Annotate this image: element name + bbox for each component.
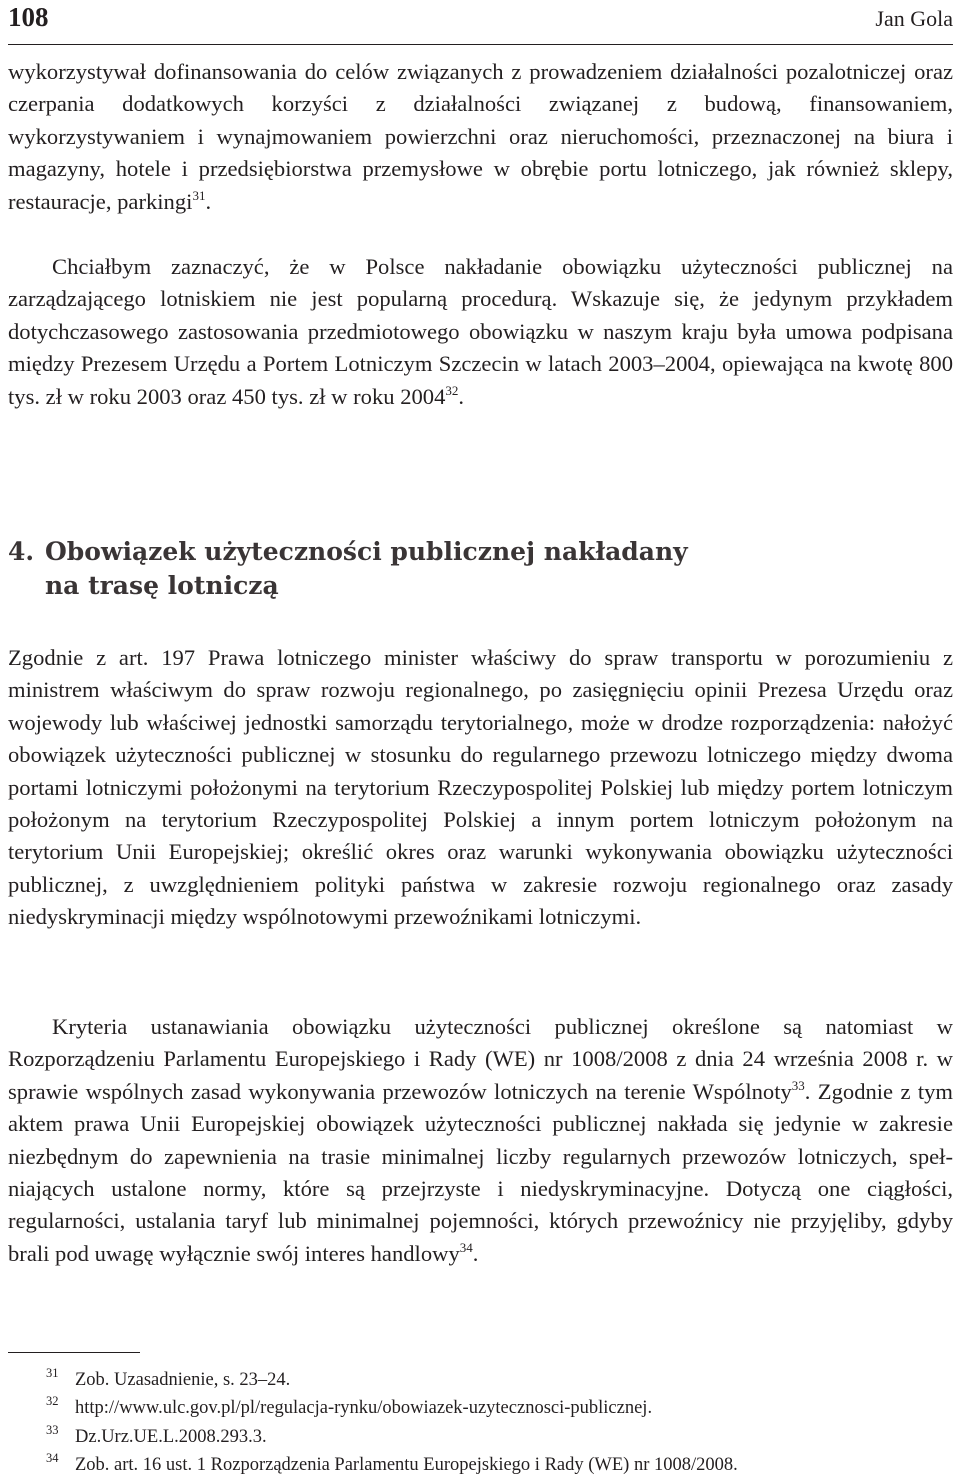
page-header bbox=[8, 0, 953, 45]
footnote-32 bbox=[8, 1394, 953, 1426]
footnote-text: Zob. Uzasadnienie, s. 23–24. bbox=[75, 1370, 291, 1390]
footnote-ref-31[interactable]: 31 bbox=[192, 187, 206, 203]
footnote-separator bbox=[8, 1352, 140, 1353]
section-title-line-2: na trasę lotniczą bbox=[45, 571, 279, 600]
body-paragraph-3: Zgodnie z art. 197 Prawa lotniczego minister właściwy do spraw transportu w porozumieniu z ministrem właściwym do spraw rozwoju regionalnego, po zasięgnięciu opinii Prezesa Urzędu oraz wojewody lub właściwej jednostki samorządu terytorialnego, może w drodze rozporządzenia: nałożyć obowiązek użyteczności publicznej w stosunku do regularnego przewozu lotniczego między dwoma portami lotniczymi położonymi na terytorium Rzeczypospolitej Polskiej lub między portem lotniczym położonym na terytorium Rzeczypospolitej Polskiej a innym portem lotniczym położonym na terytorium Unii Europejskiej; określić okres oraz warunki wykonywania obowiązku użyteczności publicznej, z uwzględnieniem polityki państwa w zakresie rozwoju regionalnego oraz zasady niedyskryminacji między wspólnotowymi przewoźnikami lotniczymi. bbox=[8, 645, 953, 930]
paragraph-end: . bbox=[205, 188, 212, 214]
footnote-31 bbox=[8, 1366, 953, 1398]
footnote-ref-34[interactable]: 34 bbox=[459, 1239, 473, 1255]
paragraph-end: . bbox=[458, 383, 465, 409]
footnote-number: 34 bbox=[46, 1450, 59, 1465]
footnote-link[interactable]: http://www.ulc.gov.pl/pl/regulacja-rynku/obowiazek-uzytecznosci-publicznej. bbox=[75, 1398, 653, 1419]
section-number: 4. bbox=[8, 537, 35, 566]
body-paragraph-2 bbox=[8, 251, 953, 413]
paragraph-text: Chciałbym zaznaczyć, że w Polsce nakładanie obowiązku użyteczności publicznej na zarządzającego lotniskiem nie jest popularną procedurą. Wskazuje się, że jedynym przykładem dotychczasowego zastosowania przedmiotowego obowiązku w naszym kraju była umowa podpisana między Prezesem Urzędu a Portem Lotniczym Szczecin w latach 2003–2004, opiewająca na kwotę 800 tys. zł w roku 2003 oraz 450 tys. zł w roku 2004 bbox=[8, 254, 953, 409]
body-paragraph-4 bbox=[8, 1011, 953, 1270]
footnote-number: 33 bbox=[46, 1422, 59, 1437]
running-head-author: Jan Gola bbox=[875, 6, 953, 31]
footnote-text: Zob. art. 16 ust. 1 Rozporządzenia Parlamentu Europejskiego i Rady (WE) nr 1008/2008. bbox=[75, 1454, 738, 1475]
paragraph-text: Kryteria ustanawiania obowiązku użyteczności publicznej określone są natomiast w Rozporządzeniu Parlamentu Europejskiego i Rady (WE) nr 1008/2008 z dnia 24 września 2008 r. w sprawie wspólnych zasad wykonywania przewozów lotniczych na terenie Wspólnoty bbox=[8, 1014, 953, 1104]
paragraph-text-continued: . Zgodnie z tym aktem prawa Unii Europejskiej obowiązek użyteczności publicznej nakłada się jedynie w zakresie niezbędnym do zapewnienia na trasie minimalnej liczby regularnych przewozów lotniczych, spełniających ustalone normy, które są przejrzyste i niedyskryminacyjne. Dotyczą one ciągłości, regularności, ustalania taryf lub minimalnej pojemności, których przewoźnicy nie przyjęliby, gdyby brali pod uwagę wyłącznie swój interes handlowy bbox=[8, 1078, 953, 1266]
footnote-number: 32 bbox=[46, 1394, 59, 1409]
footnote-33 bbox=[8, 1422, 953, 1455]
body-paragraph-1 bbox=[8, 56, 953, 218]
document-page bbox=[8, 0, 953, 1475]
section-title-line-1: Obowiązek użyteczności publicznej nakładany bbox=[45, 537, 688, 566]
page-number: 108 bbox=[8, 2, 49, 32]
footnotes bbox=[8, 1366, 953, 1483]
footnote-ref-32[interactable]: 32 bbox=[445, 382, 459, 398]
footnote-ref-33[interactable]: 33 bbox=[791, 1077, 805, 1093]
paragraph-text: wykorzystywał dofinansowania do celów związanych z prowadzeniem działalności pozalotniczej oraz czerpania dodatkowych korzyści z działalności związanej z budową, finansowaniem, wykorzystywaniem i wynajmowaniem powierzchni oraz nieruchomości, przeznaczonej na biura i magazyny, hotele i przedsiębiorstwa przemysłowe w obrębie portu lotniczego, jak również sklepy, restauracje, parkingi bbox=[8, 59, 953, 214]
footnote-text: Dz.Urz.UE.L.2008.293.3. bbox=[75, 1426, 267, 1447]
paragraph-end: . bbox=[472, 1240, 479, 1266]
footnote-34 bbox=[8, 1450, 953, 1483]
section-heading bbox=[8, 535, 688, 603]
footnote-number: 31 bbox=[46, 1366, 59, 1380]
